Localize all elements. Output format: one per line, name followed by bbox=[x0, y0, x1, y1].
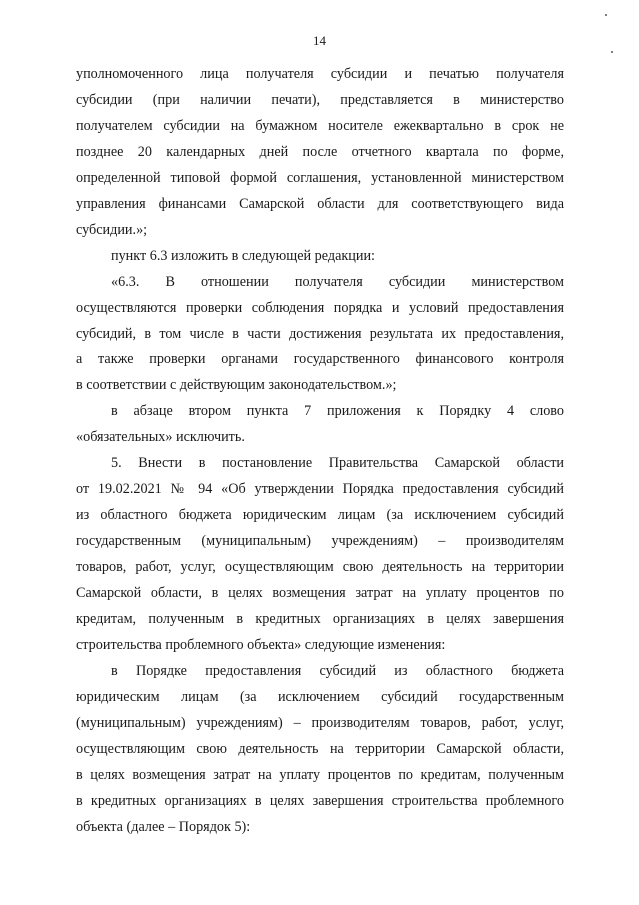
text-line: из областного бюджета юридическим лицам (за исключением субсидий bbox=[76, 507, 564, 524]
text-line: юридическим лицам (за исключением субсидий государственным bbox=[76, 688, 564, 705]
text-line: от 19.02.2021 № 94 «Об утверждении Порядка предоставления субсидий bbox=[76, 481, 564, 498]
text-line: (муниципальным) учреждениям) – производителям товаров, работ, услуг, bbox=[76, 714, 564, 731]
text-line: субсидий, в том числе в части достижения результата их предоставления, bbox=[76, 325, 564, 342]
paragraph-p5 bbox=[76, 451, 564, 659]
scan-speck bbox=[605, 14, 607, 16]
text-line: товаров, работ, услуг, осуществляющим свою деятельность на территории bbox=[76, 559, 564, 576]
text-line: объекта (далее – Порядок 5): bbox=[76, 818, 251, 835]
scan-speck bbox=[611, 51, 613, 53]
text-line: уполномоченного лица получателя субсидии и печатью получателя bbox=[76, 66, 564, 82]
paragraph-p6 bbox=[76, 659, 564, 841]
text-line: осуществляются проверки соблюдения порядка и условий предоставления bbox=[76, 299, 564, 316]
text-line: осуществляющим свою деятельность на территории Самарской области, bbox=[76, 740, 564, 757]
text-line: в кредитных организациях в целях завершения строительства проблемного bbox=[76, 792, 564, 809]
text-line: а также проверки органами государственного финансового контроля bbox=[76, 351, 564, 368]
text-line: в Порядке предоставления субсидий из областного бюджета bbox=[111, 662, 564, 679]
text-line: получателем субсидии на бумажном носителе ежеквартально в срок не bbox=[76, 117, 564, 134]
paragraph-p4 bbox=[76, 399, 564, 451]
document-body bbox=[76, 62, 564, 841]
text-line: в абзаце втором пункта 7 приложения к Порядку 4 слово bbox=[111, 403, 564, 420]
text-line: субсидии (при наличии печати), представляется в министерство bbox=[76, 91, 564, 108]
paragraph-p1 bbox=[76, 62, 564, 244]
text-line: «обязательных» исключить. bbox=[76, 429, 245, 446]
text-line: определенной типовой формой соглашения, установленной министерством bbox=[76, 169, 564, 186]
text-line: «6.3. В отношении получателя субсидии министерством bbox=[111, 273, 564, 290]
text-line: в соответствии с действующим законодательством.»; bbox=[76, 377, 397, 394]
paragraph-p3 bbox=[76, 270, 564, 400]
text-line: субсидии.»; bbox=[76, 221, 148, 238]
page-number: 14 bbox=[313, 33, 326, 48]
text-line: в целях возмещения затрат на уплату процентов по кредитам, полученным bbox=[76, 766, 564, 783]
text-line: 5. Внести в постановление Правительства Самарской области bbox=[111, 455, 564, 472]
text-line: государственным (муниципальным) учреждениям) – производителям bbox=[76, 533, 564, 550]
text-line: Самарской области, в целях возмещения затрат на уплату процентов по bbox=[76, 585, 564, 602]
text-line: позднее 20 календарных дней после отчетного квартала по форме, bbox=[76, 143, 564, 160]
text-line: строительства проблемного объекта» следующие изменения: bbox=[76, 636, 446, 653]
text-line: пункт 6.3 изложить в следующей редакции: bbox=[111, 247, 375, 264]
text-line: управления финансами Самарской области для соответствующего вида bbox=[76, 195, 564, 212]
paragraph-p2 bbox=[76, 244, 564, 270]
text-line: кредитам, полученным в кредитных организациях в целях завершения bbox=[76, 611, 564, 628]
